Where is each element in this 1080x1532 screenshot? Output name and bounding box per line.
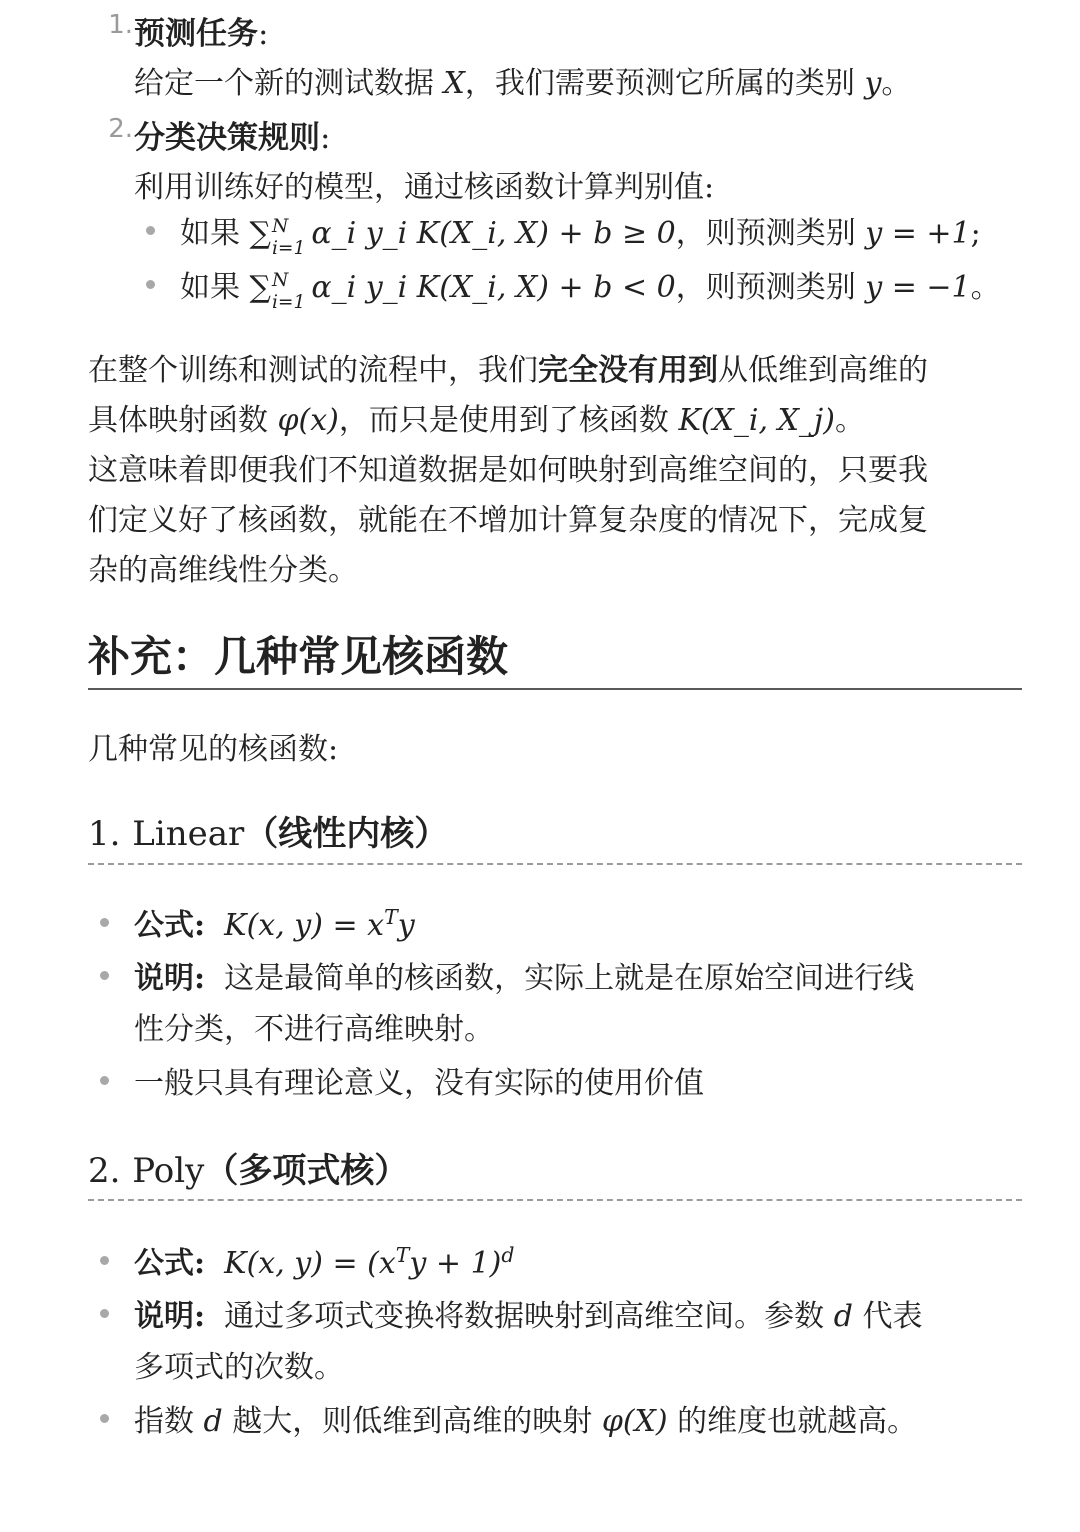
math-phi-x: φ(x) [277, 403, 339, 438]
bullet-dot-icon [146, 280, 155, 289]
emphasis-text: 完全没有用到 [538, 353, 718, 388]
list-number: 2. [108, 114, 133, 144]
list-item-title: 预测任务: [134, 16, 269, 52]
paragraph-kernel-meaning: 这意味着即便我们不知道数据是如何映射到高维空间的，只要我 们定义好了核函数，就能在不增加计算复杂度的情况下，完成复 杂的高维线性分类。 [88, 453, 928, 588]
kernel-heading-linear: 1. Linear（线性内核） [88, 814, 449, 854]
kernel-desc-linear-line2: 性分类，不进行高维映射。 [134, 1012, 494, 1047]
bullet-dot-icon [100, 1414, 109, 1423]
math-kernel: K(X_i, X_j) [678, 403, 835, 438]
kernel-desc-linear-line1: 说明: 这是最简单的核函数，实际上就是在原始空间进行线 [134, 961, 915, 996]
bullet-dot-icon [100, 1076, 109, 1085]
bullet-dot-icon [100, 1309, 109, 1318]
dashed-divider [88, 1199, 1022, 1201]
math-var-y: y [864, 66, 882, 101]
kernel-formula-linear: 公式: K(x, $y) = x^Ty$ [134, 905, 415, 943]
section-intro: 几种常见的核函数: [88, 732, 339, 767]
kernel-desc-poly-line1: 说明: 通过多项式变换将数据映射到高维空间。参数 d 代表 [134, 1299, 923, 1334]
kernel-desc-poly-line2: 多项式的次数。 [134, 1350, 344, 1385]
kernel-note-poly: 指数 d 越大，则低维到高维的映射 φ(X) 的维度也就越高。 [134, 1404, 918, 1439]
list-item-text: 利用训练好的模型，通过核函数计算判别值: [134, 170, 715, 205]
bullet-dot-icon [146, 226, 155, 235]
math-var-x: X [443, 66, 465, 101]
section-heading: 补充：几种常见核函数 [88, 632, 509, 681]
kernel-heading-poly: 2. Poly（多项式核） [88, 1151, 409, 1191]
decision-rule-negative: 如果 ∑ N i=1 α_i y_i K(X_i, X) + b < 0，则预测类别 y = −1。 [180, 270, 1001, 313]
list-number: 1. [108, 10, 133, 40]
bullet-dot-icon [100, 1256, 109, 1265]
rule-expression: α_i y_i K(X_i, X) + b ≥ 0 [311, 216, 676, 251]
heading-divider [88, 688, 1022, 690]
kernel-note-linear: 一般只具有理论意义，没有实际的使用价值 [134, 1066, 704, 1101]
dashed-divider [88, 863, 1022, 865]
list-item-text: 给定一个新的测试数据 X，我们需要预测它所属的类别 y。 [134, 66, 912, 101]
list-item-title: 分类决策规则: [134, 120, 331, 156]
rule-expression: α_i y_i K(X_i, X) + b < 0 [311, 270, 676, 305]
kernel-formula-poly: 公式: K(x, $y) = (x^Ty + 1)^d$ [134, 1243, 515, 1281]
decision-rule-positive: 如果 ∑ N i=1 α_i y_i K(X_i, X) + b ≥ 0，则预测类别 y = +1; [180, 216, 981, 259]
paragraph-no-mapping: 在整个训练和测试的流程中，我们完全没有用到从低维到高维的 具体映射函数 φ(x)，而只是使用到了核函数 K(X_i, X_j)。 [88, 353, 928, 438]
bullet-dot-icon [100, 971, 109, 980]
bullet-dot-icon [100, 918, 109, 927]
